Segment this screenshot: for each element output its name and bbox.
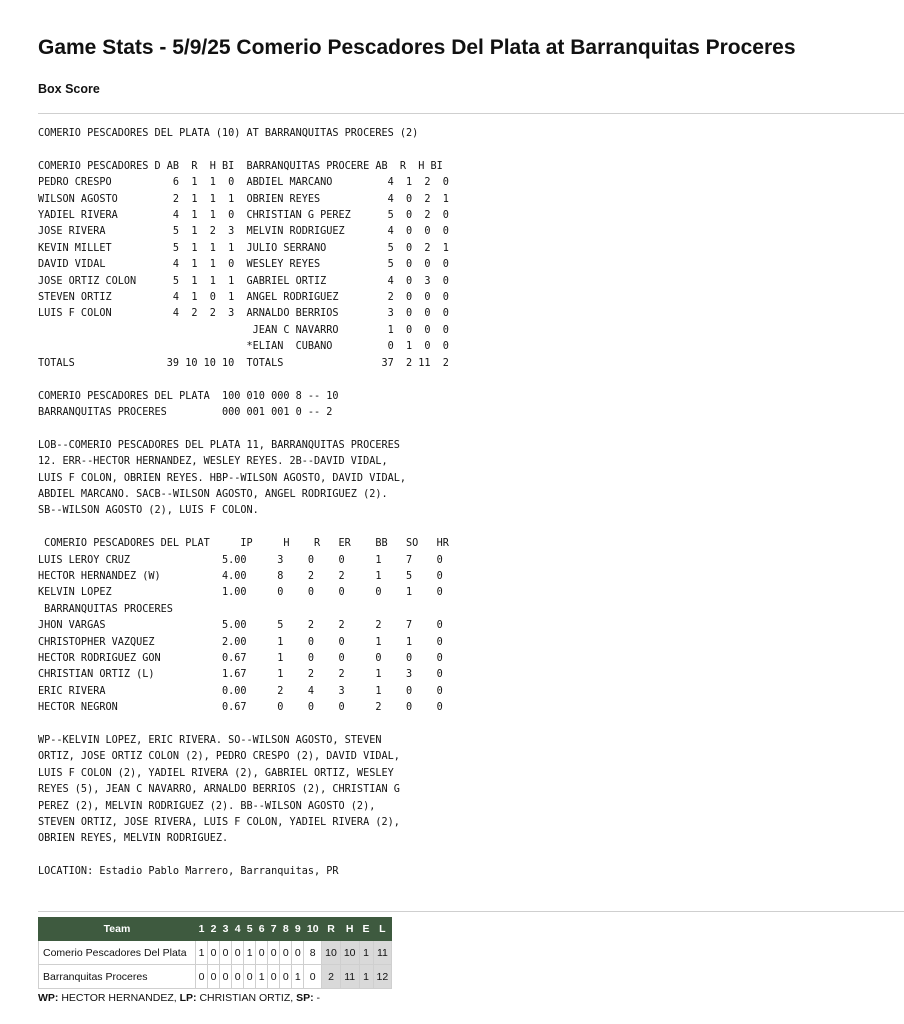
box-score-line: ABDIEL MARCANO. SACB--WILSON AGOSTO, ANGEL RODRIGUEZ (2).: [38, 488, 388, 500]
lp-label: LP:: [179, 992, 197, 1004]
linescore-col-header: 6: [256, 918, 268, 941]
box-score-line: KELVIN LOPEZ 1.00 0 0 0 0 1 0: [38, 587, 443, 599]
linescore-inning-cell: 0: [232, 965, 244, 989]
box-score-line: PEREZ (2), MELVIN RODRIGUEZ (2). BB--WILSON AGOSTO (2),: [38, 800, 376, 812]
sp-label: SP:: [296, 992, 314, 1004]
linescore-row: [39, 941, 392, 965]
box-score-line: ORTIZ, JOSE ORTIZ COLON (2), PEDRO CRESPO (2), DAVID VIDAL,: [38, 751, 400, 763]
box-score-line: LOCATION: Estadio Pablo Marrero, Barranquitas, PR: [38, 866, 339, 878]
box-score-line: DAVID VIDAL 4 1 1 0 WESLEY REYES 5 0 0 0: [38, 259, 449, 271]
box-score-line: JOSE RIVERA 5 1 2 3 MELVIN RODRIGUEZ 4 0 0 0: [38, 226, 449, 238]
linescore-inning-cell: 1: [292, 965, 304, 989]
box-score-line: HECTOR HERNANDEZ (W) 4.00 8 2 2 1 5 0: [38, 570, 443, 582]
linescore-total-cell: 1: [359, 965, 373, 989]
linescore-total-cell: 11: [340, 965, 359, 989]
box-score-line: [38, 717, 449, 733]
linescore-team-header: Team: [39, 918, 196, 941]
box-score-line: LOB--COMERIO PESCADORES DEL PLATA 11, BARRANQUITAS PROCERES: [38, 439, 400, 451]
box-score-line: KEVIN MILLET 5 1 1 1 JULIO SERRANO 5 0 2 1: [38, 242, 449, 254]
save-pitcher: -: [316, 992, 321, 1004]
box-score-line: STEVEN ORTIZ, JOSE RIVERA, LUIS F COLON, YADIEL RIVERA (2),: [38, 817, 400, 829]
box-score-line: LUIS F COLON, OBRIEN REYES. HBP--WILSON AGOSTO, DAVID VIDAL,: [38, 472, 407, 484]
divider: [38, 113, 904, 114]
box-score-line: STEVEN ORTIZ 4 1 0 1 ANGEL RODRIGUEZ 2 0 0 0: [38, 292, 449, 304]
box-score-line: [38, 520, 449, 536]
box-score-heading: Box Score: [38, 82, 100, 96]
winning-pitcher: HECTOR HERNANDEZ,: [61, 992, 177, 1004]
box-score-line: OBRIEN REYES, MELVIN RODRIGUEZ.: [38, 833, 229, 845]
linescore-inning-cell: 1: [256, 965, 268, 989]
pitching-decisions: [38, 992, 320, 1004]
box-score-line: CHRISTOPHER VAZQUEZ 2.00 1 0 0 1 1 0: [38, 636, 443, 648]
wp-label: WP:: [38, 992, 59, 1004]
box-score-line: ERIC RIVERA 0.00 2 4 3 1 0 0: [38, 685, 443, 697]
linescore-inning-cell: 0: [256, 941, 268, 965]
linescore-total-cell: 11: [373, 941, 392, 965]
linescore-total-cell: 10: [340, 941, 359, 965]
box-score-text: [38, 126, 449, 881]
linescore-team-name: Comerio Pescadores Del Plata: [39, 941, 196, 965]
linescore-inning-cell: 0: [196, 965, 208, 989]
box-score-line: LUIS LEROY CRUZ 5.00 3 0 0 1 7 0: [38, 554, 443, 566]
box-score-line: [38, 848, 449, 864]
box-score-line: LUIS F COLON (2), YADIEL RIVERA (2), GABRIEL ORTIZ, WESLEY: [38, 767, 394, 779]
box-score-line: PEDRO CRESPO 6 1 1 0 ABDIEL MARCANO 4 1 2 0: [38, 177, 449, 189]
box-score-line: COMERIO PESCADORES DEL PLAT IP H R ER BB SO HR: [38, 538, 449, 550]
linescore-col-header: H: [340, 918, 359, 941]
linescore-inning-cell: 0: [208, 941, 220, 965]
box-score-line: [38, 421, 449, 437]
linescore-total-cell: 12: [373, 965, 392, 989]
box-score-line: HECTOR NEGRON 0.67 0 0 0 2 0 0: [38, 702, 443, 714]
linescore-row: [39, 965, 392, 989]
linescore-inning-cell: 8: [304, 941, 322, 965]
linescore-inning-cell: 0: [292, 941, 304, 965]
linescore-inning-cell: 0: [304, 965, 322, 989]
box-score-line: COMERIO PESCADORES DEL PLATA 100 010 000 8 -- 10: [38, 390, 339, 402]
box-score-line: JOSE ORTIZ COLON 5 1 1 1 GABRIEL ORTIZ 4 0 3 0: [38, 275, 449, 287]
box-score-line: LUIS F COLON 4 2 2 3 ARNALDO BERRIOS 3 0 0 0: [38, 308, 449, 320]
box-score-line: TOTALS 39 10 10 10 TOTALS 37 2 11 2: [38, 357, 449, 369]
linescore-header-row: [39, 918, 392, 941]
linescore-total-cell: 1: [359, 941, 373, 965]
linescore-inning-cell: 0: [268, 965, 280, 989]
linescore-inning-cell: 0: [268, 941, 280, 965]
box-score-line: 12. ERR--HECTOR HERNANDEZ, WESLEY REYES. 2B--DAVID VIDAL,: [38, 456, 388, 468]
linescore-inning-cell: 0: [280, 965, 292, 989]
box-score-line: JEAN C NAVARRO 1 0 0 0: [38, 324, 449, 336]
linescore-col-header: E: [359, 918, 373, 941]
box-score-line: REYES (5), JEAN C NAVARRO, ARNALDO BERRIOS (2), CHRISTIAN G: [38, 784, 400, 796]
box-score-line: WP--KELVIN LOPEZ, ERIC RIVERA. SO--WILSON AGOSTO, STEVEN: [38, 735, 382, 747]
linescore-col-header: 10: [304, 918, 322, 941]
linescore-col-header: L: [373, 918, 392, 941]
linescore-col-header: 2: [208, 918, 220, 941]
linescore-team-name: Barranquitas Proceres: [39, 965, 196, 989]
linescore-col-header: 9: [292, 918, 304, 941]
linescore-col-header: 3: [220, 918, 232, 941]
box-score-line: COMERIO PESCADORES D AB R H BI BARRANQUITAS PROCERE AB R H BI: [38, 160, 443, 172]
linescore-col-header: 4: [232, 918, 244, 941]
linescore-inning-cell: 0: [232, 941, 244, 965]
box-score-line: JHON VARGAS 5.00 5 2 2 2 7 0: [38, 620, 443, 632]
linescore-inning-cell: 0: [220, 941, 232, 965]
box-score-line: YADIEL RIVERA 4 1 1 0 CHRISTIAN G PEREZ 5 0 2 0: [38, 210, 449, 222]
linescore-col-header: 8: [280, 918, 292, 941]
linescore-total-cell: 2: [322, 965, 341, 989]
linescore-inning-cell: 0: [244, 965, 256, 989]
linescore-total-cell: 10: [322, 941, 341, 965]
divider: [38, 911, 904, 912]
losing-pitcher: CHRISTIAN ORTIZ,: [199, 992, 294, 1004]
box-score-line: HECTOR RODRIGUEZ GON 0.67 1 0 0 0 0 0: [38, 653, 443, 664]
linescore-inning-cell: 0: [208, 965, 220, 989]
box-score-line: BARRANQUITAS PROCERES: [38, 603, 173, 615]
box-score-line: SB--WILSON AGOSTO (2), LUIS F COLON.: [38, 505, 259, 517]
box-score-line: *ELIAN CUBANO 0 1 0 0: [38, 341, 449, 353]
page-title: Game Stats - 5/9/25 Comerio Pescadores Del Plata at Barranquitas Proceres: [38, 36, 796, 59]
linescore-inning-cell: 1: [196, 941, 208, 965]
linescore-table: [38, 917, 392, 989]
box-score-line: CHRISTIAN ORTIZ (L) 1.67 1 2 2 1 3 0: [38, 669, 443, 681]
box-score-line: [38, 142, 449, 158]
box-score-line: BARRANQUITAS PROCERES 000 001 001 0 -- 2: [38, 406, 333, 418]
linescore-col-header: 7: [268, 918, 280, 941]
linescore-col-header: 1: [196, 918, 208, 941]
box-score-line: [38, 372, 449, 388]
linescore-inning-cell: 1: [244, 941, 256, 965]
linescore-inning-cell: 0: [280, 941, 292, 965]
linescore-col-header: 5: [244, 918, 256, 941]
linescore-col-header: R: [322, 918, 341, 941]
linescore-inning-cell: 0: [220, 965, 232, 989]
box-score-line: WILSON AGOSTO 2 1 1 1 OBRIEN REYES 4 0 2 1: [38, 193, 449, 205]
box-score-line: COMERIO PESCADORES DEL PLATA (10) AT BARRANQUITAS PROCERES (2): [38, 128, 419, 139]
